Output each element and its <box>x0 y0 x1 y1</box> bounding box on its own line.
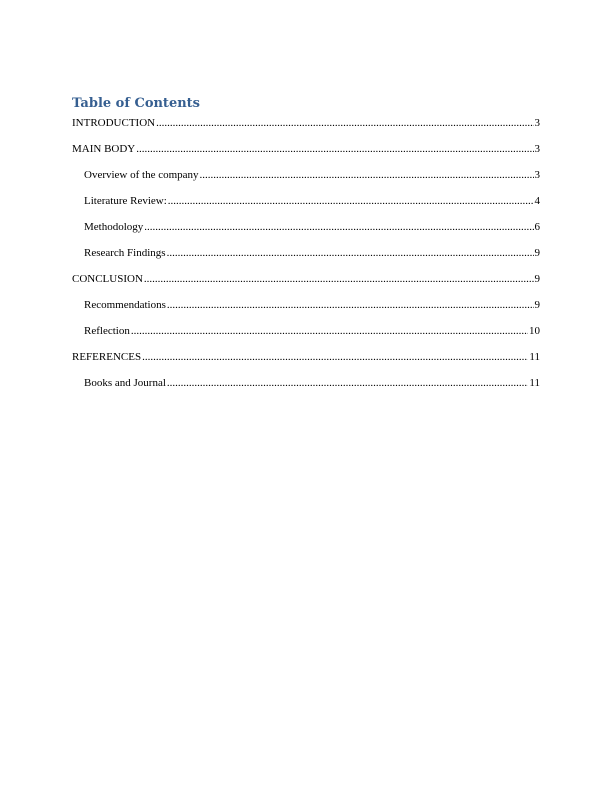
toc-entry-overview-of-the-company[interactable] <box>72 169 540 182</box>
toc-entry-references[interactable] <box>72 351 540 364</box>
toc-page-number: 11 <box>529 377 540 389</box>
toc-entry-label: Overview of the company <box>84 169 199 181</box>
toc-entry-methodology[interactable] <box>72 221 540 234</box>
toc-dot-leader <box>144 221 533 234</box>
toc-page-number: 3 <box>534 169 540 181</box>
toc-entry-label: Reflection <box>84 325 130 337</box>
toc-entry-research-findings[interactable] <box>72 247 540 260</box>
toc-entry-label: Methodology <box>84 221 144 233</box>
toc-page-number: 3 <box>534 117 540 129</box>
toc-dot-leader <box>167 377 529 390</box>
toc-dot-leader <box>131 325 528 338</box>
table-of-contents <box>72 95 540 403</box>
toc-entry-reflection[interactable] <box>72 325 540 338</box>
toc-dot-leader <box>156 117 533 130</box>
toc-page-number: 9 <box>534 247 540 259</box>
toc-entry-label: CONCLUSION <box>72 273 143 285</box>
toc-page-number: 9 <box>534 299 540 311</box>
toc-entry-label: Literature Review: <box>84 195 167 207</box>
toc-page-number: 6 <box>534 221 540 233</box>
toc-entry-introduction[interactable] <box>72 117 540 130</box>
toc-page-number: 3 <box>534 143 540 155</box>
toc-page-number: 9 <box>534 273 540 285</box>
toc-dot-leader <box>167 247 534 260</box>
toc-entry-conclusion[interactable] <box>72 273 540 286</box>
toc-entry-label: INTRODUCTION <box>72 117 156 129</box>
toc-heading: Table of Contents <box>72 96 200 111</box>
toc-dot-leader <box>167 299 534 312</box>
toc-page-number: 4 <box>534 195 540 207</box>
toc-dot-leader <box>142 351 528 364</box>
toc-entry-label: MAIN BODY <box>72 143 136 155</box>
toc-entry-books-and-journal[interactable] <box>72 377 540 390</box>
toc-dot-leader <box>200 169 534 182</box>
toc-dot-leader <box>136 143 533 156</box>
toc-dot-leader <box>168 195 534 208</box>
toc-entry-main-body[interactable] <box>72 143 540 156</box>
toc-page-number: 11 <box>529 351 540 363</box>
toc-entry-label: REFERENCES <box>72 351 142 363</box>
toc-page-number: 10 <box>529 325 540 337</box>
toc-entry-label: Books and Journal <box>84 377 166 389</box>
toc-dot-leader <box>144 273 534 286</box>
toc-entry-recommendations[interactable] <box>72 299 540 312</box>
toc-entry-label: Research Findings <box>84 247 166 259</box>
toc-entry-label: Recommendations <box>84 299 166 311</box>
toc-entry-literature-review[interactable] <box>72 195 540 208</box>
